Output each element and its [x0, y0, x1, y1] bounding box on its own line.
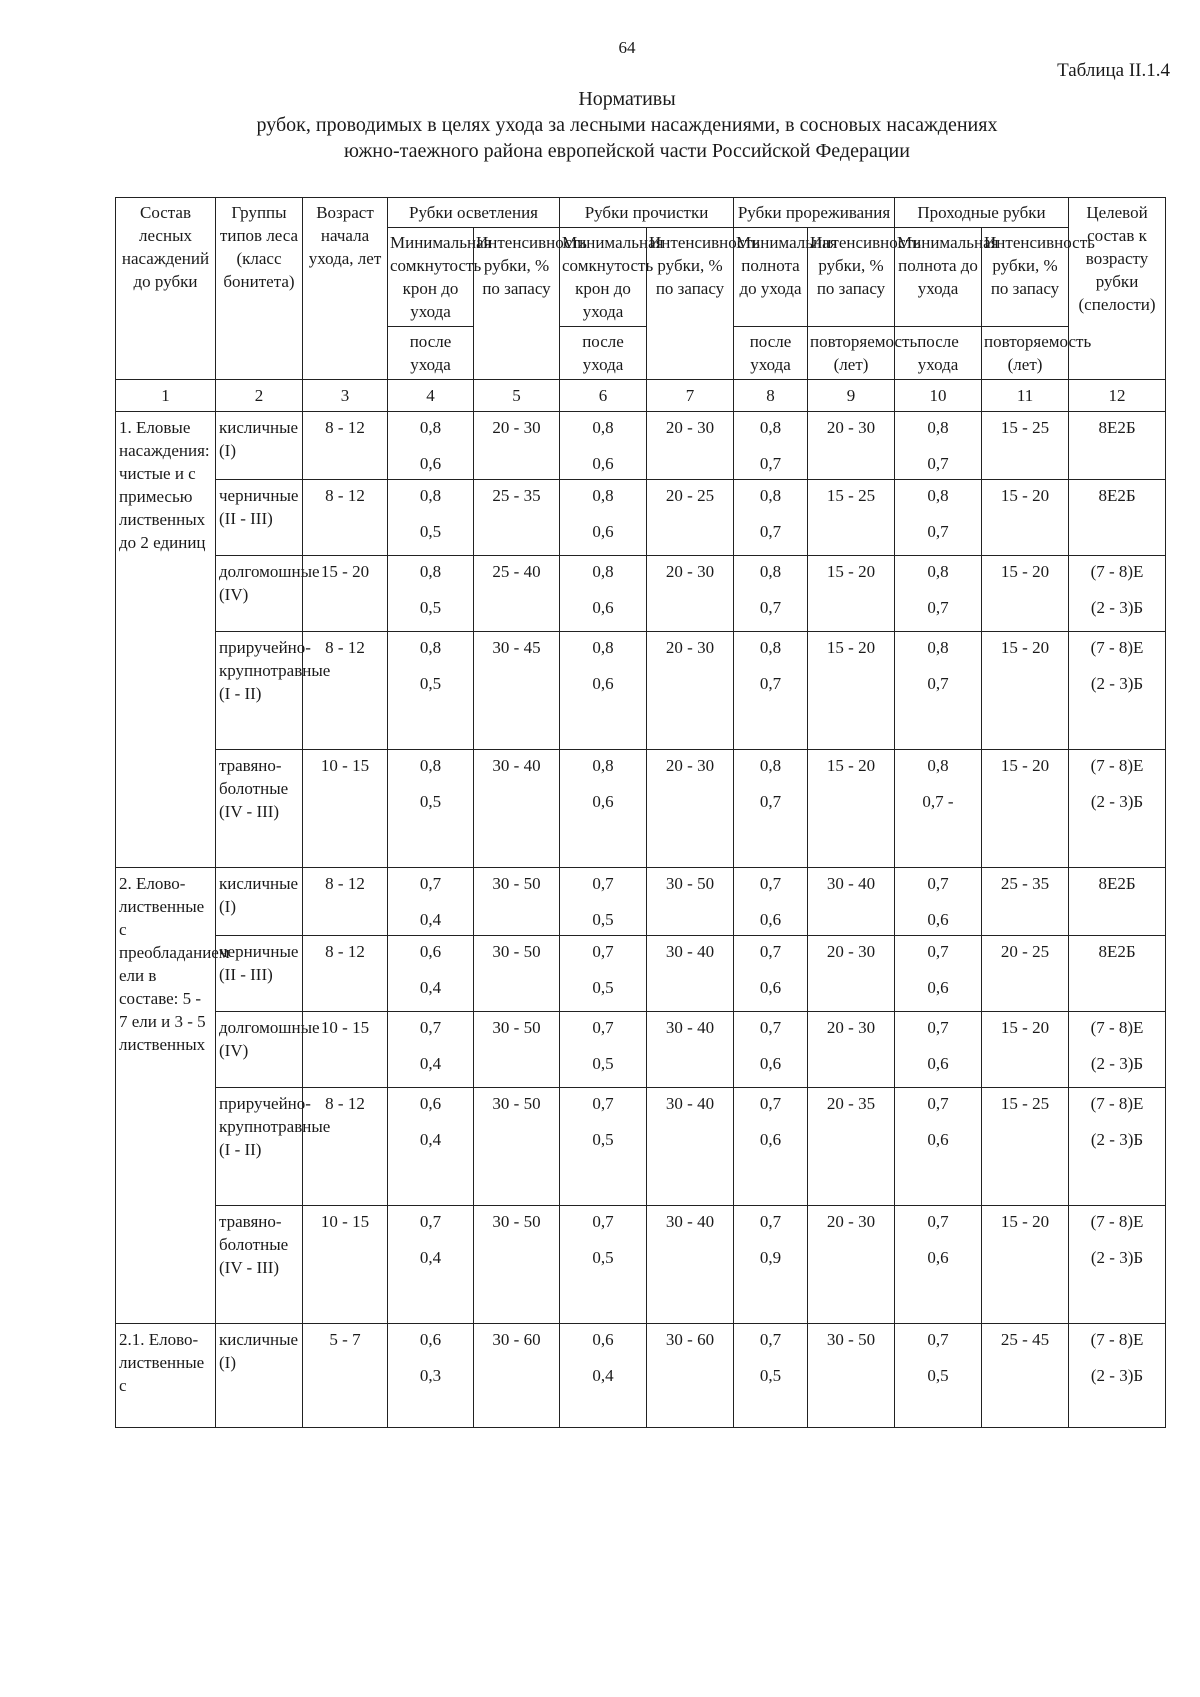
- header-c6-top: Минимальная сомкнутость крон до ухода: [560, 228, 647, 327]
- target-composition-cell-before: (7 - 8)Е: [1090, 1212, 1144, 1231]
- prokhodnye-intensity-cell: 15 - 20: [982, 632, 1069, 750]
- prokhodnye-density-cell-before: 0,8: [927, 418, 949, 437]
- table-row: [116, 1206, 1166, 1324]
- osvetlenie-density-cell-after: 0,4: [419, 910, 442, 929]
- prorezhivanie-intensity-cell: 20 - 30: [808, 936, 895, 1012]
- prokhodnye-intensity-cell: 15 - 20: [982, 556, 1069, 632]
- prorezhivanie-density-cell: [734, 1206, 808, 1324]
- prorezhivanie-density-cell-before: 0,8: [759, 562, 782, 581]
- group-label: 2. Елово-лиственные с преобладанием ели в составе: 5 - 7 ели и 3 - 5 лиственных: [116, 868, 216, 1324]
- prorezhivanie-density-cell-after: 0,7: [759, 598, 782, 617]
- table-row: [116, 868, 1166, 936]
- target-composition-cell-before: (7 - 8)Е: [1090, 1330, 1144, 1349]
- forest-type-cell: долгомошные (IV): [216, 556, 303, 632]
- prochistki-density-cell: [560, 412, 647, 480]
- prokhodnye-density-cell-after: 0,7: [927, 674, 949, 693]
- target-composition-cell-before: (7 - 8)Е: [1090, 1094, 1144, 1113]
- header-prokhodnye: Проходные рубки: [895, 198, 1069, 228]
- prokhodnye-density-cell: [895, 556, 982, 632]
- table-row: [116, 632, 1166, 750]
- prokhodnye-intensity-cell: 25 - 45: [982, 1324, 1069, 1428]
- prorezhivanie-density-cell-after: 0,7: [759, 454, 782, 473]
- osvetlenie-density-cell-after: 0,4: [419, 1130, 442, 1149]
- prokhodnye-density-cell-after: 0,6: [927, 978, 949, 997]
- prokhodnye-density-cell-before: 0,7: [927, 942, 949, 961]
- prokhodnye-density-cell: [895, 412, 982, 480]
- prorezhivanie-density-cell-before: 0,7: [759, 1094, 782, 1113]
- prokhodnye-density-cell: [895, 936, 982, 1012]
- prorezhivanie-density-cell-after: 0,7: [759, 522, 782, 541]
- osvetlenie-density-cell-after: 0,3: [419, 1366, 442, 1385]
- column-number: 9: [808, 380, 895, 412]
- forest-type-cell: травяно-болотные (IV - III): [216, 750, 303, 868]
- prokhodnye-intensity-cell: 15 - 25: [982, 412, 1069, 480]
- prochistki-intensity-cell: 30 - 40: [647, 1088, 734, 1206]
- target-composition-cell: [1069, 1088, 1166, 1206]
- table-row: [116, 412, 1166, 480]
- forest-type-cell: приручейно-крупнотравные (I - II): [216, 1088, 303, 1206]
- prochistki-density-cell-before: 0,8: [592, 562, 614, 581]
- header-c10-top: Минимальная полнота до ухода: [895, 228, 982, 327]
- prokhodnye-density-cell: [895, 1012, 982, 1088]
- prorezhivanie-density-cell-before: 0,8: [759, 418, 782, 437]
- prokhodnye-density-cell: [895, 1088, 982, 1206]
- table-row: [116, 556, 1166, 632]
- prorezhivanie-intensity-cell: 20 - 30: [808, 1206, 895, 1324]
- osvetlenie-density-cell-after: 0,5: [419, 792, 442, 811]
- prochistki-density-cell-after: 0,6: [592, 674, 614, 693]
- prorezhivanie-density-cell: [734, 556, 808, 632]
- prochistki-intensity-cell: 30 - 40: [647, 1206, 734, 1324]
- prokhodnye-intensity-cell: 15 - 25: [982, 1088, 1069, 1206]
- osvetlenie-density-cell: [388, 1324, 474, 1428]
- osvetlenie-intensity-cell: 30 - 50: [474, 868, 560, 936]
- header-col-target-composition: Целевой состав к возрасту рубки (спелости): [1069, 198, 1166, 380]
- prokhodnye-intensity-cell: 20 - 25: [982, 936, 1069, 1012]
- prochistki-density-cell: [560, 556, 647, 632]
- start-age-cell: 15 - 20: [303, 556, 388, 632]
- osvetlenie-density-cell: [388, 868, 474, 936]
- target-composition-cell: [1069, 412, 1166, 480]
- prokhodnye-density-cell-before: 0,7: [927, 1018, 949, 1037]
- forest-type-cell: приручейно-крупнотравные (I - II): [216, 632, 303, 750]
- osvetlenie-density-cell-after: 0,5: [419, 674, 442, 693]
- prochistki-density-cell-before: 0,8: [592, 638, 614, 657]
- osvetlenie-intensity-cell: 30 - 50: [474, 1012, 560, 1088]
- osvetlenie-intensity-cell: 30 - 50: [474, 936, 560, 1012]
- column-number: 4: [388, 380, 474, 412]
- prorezhivanie-density-cell: [734, 480, 808, 556]
- header-c9-bottom: повторяемость (лет): [808, 327, 895, 380]
- prochistki-intensity-cell: 20 - 30: [647, 632, 734, 750]
- prokhodnye-density-cell-after: 0,6: [927, 1248, 949, 1267]
- prorezhivanie-intensity-cell: 15 - 20: [808, 750, 895, 868]
- prokhodnye-intensity-cell: 15 - 20: [982, 480, 1069, 556]
- table-row: [116, 1088, 1166, 1206]
- prokhodnye-density-cell-before: 0,8: [927, 486, 949, 505]
- header-col-forest-type: Группы типов леса (класс бонитета): [216, 198, 303, 380]
- target-composition-cell-before: (7 - 8)Е: [1090, 562, 1144, 581]
- column-number: 10: [895, 380, 982, 412]
- osvetlenie-density-cell-after: 0,6: [419, 454, 442, 473]
- target-composition-cell-after: (2 - 3)Б: [1090, 792, 1144, 811]
- prochistki-density-cell-after: 0,6: [592, 522, 614, 541]
- table-row: [116, 1324, 1166, 1428]
- column-number: 6: [560, 380, 647, 412]
- forest-type-cell: кисличные (I): [216, 412, 303, 480]
- header-col-composition: Состав лесных насаждений до рубки: [116, 198, 216, 380]
- column-number: 7: [647, 380, 734, 412]
- target-composition-cell-after: (2 - 3)Б: [1090, 1054, 1144, 1073]
- prokhodnye-density-cell-before: 0,8: [927, 638, 949, 657]
- prochistki-density-cell-after: 0,5: [592, 910, 614, 929]
- prorezhivanie-density-cell-after: 0,7: [759, 674, 782, 693]
- header-c5: Интенсивность рубки, % по запасу: [474, 228, 560, 380]
- prokhodnye-density-cell: [895, 750, 982, 868]
- osvetlenie-density-cell-before: 0,7: [419, 874, 442, 893]
- page-number: 64: [618, 38, 636, 57]
- osvetlenie-density-cell-before: 0,6: [419, 1330, 442, 1349]
- prokhodnye-density-cell-before: 0,7: [927, 874, 949, 893]
- start-age-cell: 8 - 12: [303, 1088, 388, 1206]
- forest-type-cell: кисличные (I): [216, 868, 303, 936]
- prokhodnye-intensity-cell: 15 - 20: [982, 1012, 1069, 1088]
- prokhodnye-density-cell-after: 0,6: [927, 1130, 949, 1149]
- target-composition-cell-before: 8Е2Б: [1098, 874, 1136, 893]
- prorezhivanie-intensity-cell: 30 - 40: [808, 868, 895, 936]
- target-composition-cell-after: (2 - 3)Б: [1090, 1366, 1144, 1385]
- prorezhivanie-density-cell-after: 0,5: [759, 1366, 782, 1385]
- prorezhivanie-density-cell-before: 0,7: [759, 942, 782, 961]
- start-age-cell: 10 - 15: [303, 1012, 388, 1088]
- target-composition-cell: [1069, 480, 1166, 556]
- prorezhivanie-intensity-cell: 20 - 30: [808, 1012, 895, 1088]
- target-composition-cell: [1069, 1206, 1166, 1324]
- prokhodnye-density-cell-after: 0,7 -: [922, 792, 954, 811]
- target-composition-cell: [1069, 1012, 1166, 1088]
- title-line-1: Нормативы: [578, 88, 676, 110]
- target-composition-cell-after: (2 - 3)Б: [1090, 598, 1144, 617]
- header-prorezhivanie: Рубки прореживания: [734, 198, 895, 228]
- osvetlenie-density-cell-after: 0,5: [419, 598, 442, 617]
- prokhodnye-density-cell-before: 0,7: [927, 1330, 949, 1349]
- prorezhivanie-intensity-cell: 15 - 20: [808, 632, 895, 750]
- header-c10-bottom: после ухода: [895, 327, 982, 380]
- prochistki-intensity-cell: 30 - 40: [647, 936, 734, 1012]
- title-line-2: рубок, проводимых в целях ухода за лесными насаждениями, в сосновых насаждениях: [256, 114, 998, 136]
- start-age-cell: 5 - 7: [303, 1324, 388, 1428]
- table-row: [116, 1012, 1166, 1088]
- prokhodnye-density-cell: [895, 1324, 982, 1428]
- prokhodnye-density-cell-after: 0,7: [927, 598, 949, 617]
- target-composition-cell: [1069, 936, 1166, 1012]
- target-composition-cell-before: (7 - 8)Е: [1090, 1018, 1144, 1037]
- osvetlenie-density-cell-before: 0,7: [419, 1018, 442, 1037]
- prorezhivanie-density-cell: [734, 1012, 808, 1088]
- prochistki-density-cell: [560, 1324, 647, 1428]
- osvetlenie-density-cell: [388, 1012, 474, 1088]
- osvetlenie-density-cell: [388, 936, 474, 1012]
- osvetlenie-intensity-cell: 30 - 50: [474, 1088, 560, 1206]
- column-number: 5: [474, 380, 560, 412]
- osvetlenie-density-cell-before: 0,8: [419, 562, 442, 581]
- osvetlenie-density-cell: [388, 1206, 474, 1324]
- target-composition-cell-before: 8Е2Б: [1098, 942, 1136, 961]
- prokhodnye-density-cell: [895, 868, 982, 936]
- header-c8-bottom: после ухода: [734, 327, 808, 380]
- prochistki-intensity-cell: 30 - 50: [647, 868, 734, 936]
- osvetlenie-density-cell-before: 0,6: [419, 1094, 442, 1113]
- prokhodnye-intensity-cell: 25 - 35: [982, 868, 1069, 936]
- prorezhivanie-density-cell: [734, 1088, 808, 1206]
- osvetlenie-density-cell: [388, 480, 474, 556]
- target-composition-cell: [1069, 1324, 1166, 1428]
- prorezhivanie-density-cell-after: 0,7: [759, 792, 782, 811]
- start-age-cell: 10 - 15: [303, 1206, 388, 1324]
- column-number: 3: [303, 380, 388, 412]
- prokhodnye-density-cell-before: 0,7: [927, 1212, 949, 1231]
- prochistki-density-cell-after: 0,5: [592, 1054, 614, 1073]
- prokhodnye-density-cell-before: 0,7: [927, 1094, 949, 1113]
- prorezhivanie-intensity-cell: 15 - 20: [808, 556, 895, 632]
- prochistki-density-cell-before: 0,8: [592, 486, 614, 505]
- norms-table: [115, 197, 1166, 1428]
- prochistki-density-cell: [560, 480, 647, 556]
- prokhodnye-density-cell-after: 0,7: [927, 522, 949, 541]
- prorezhivanie-density-cell-after: 0,6: [759, 1130, 782, 1149]
- prorezhivanie-density-cell-after: 0,6: [759, 978, 782, 997]
- prokhodnye-density-cell-after: 0,6: [927, 910, 949, 929]
- osvetlenie-density-cell-before: 0,7: [419, 1212, 442, 1231]
- table-row: [116, 750, 1166, 868]
- target-composition-cell-before: 8Е2Б: [1098, 418, 1136, 437]
- group-label: 1. Еловые насаждения: чистые и с примесью лиственных до 2 единиц: [116, 412, 216, 868]
- target-composition-cell-before: 8Е2Б: [1098, 486, 1136, 505]
- prochistki-density-cell-after: 0,5: [592, 978, 614, 997]
- column-number-row: [116, 380, 1166, 412]
- prorezhivanie-density-cell: [734, 1324, 808, 1428]
- header-col-start-age: Возраст начала ухода, лет: [303, 198, 388, 380]
- header-prochistki: Рубки прочистки: [560, 198, 734, 228]
- prochistki-density-cell-before: 0,7: [592, 1212, 614, 1231]
- prochistki-intensity-cell: 30 - 60: [647, 1324, 734, 1428]
- prorezhivanie-density-cell-after: 0,6: [759, 910, 782, 929]
- header-c8-top: Минимальная полнота до ухода: [734, 228, 808, 327]
- prochistki-density-cell-after: 0,5: [592, 1248, 614, 1267]
- prorezhivanie-density-cell-before: 0,7: [759, 1330, 782, 1349]
- target-composition-cell-before: (7 - 8)Е: [1090, 638, 1144, 657]
- osvetlenie-density-cell: [388, 1088, 474, 1206]
- column-number: 12: [1069, 380, 1166, 412]
- prokhodnye-density-cell-after: 0,5: [927, 1366, 949, 1385]
- prochistki-density-cell-before: 0,7: [592, 1094, 614, 1113]
- table-title: [0, 86, 1200, 164]
- target-composition-cell: [1069, 750, 1166, 868]
- prorezhivanie-intensity-cell: 20 - 30: [808, 412, 895, 480]
- prorezhivanie-density-cell: [734, 632, 808, 750]
- prorezhivanie-intensity-cell: 20 - 35: [808, 1088, 895, 1206]
- prokhodnye-density-cell-before: 0,8: [927, 756, 949, 775]
- forest-type-cell: кисличные (I): [216, 1324, 303, 1428]
- prochistki-density-cell: [560, 1088, 647, 1206]
- osvetlenie-intensity-cell: 25 - 40: [474, 556, 560, 632]
- forest-type-cell: долгомошные (IV): [216, 1012, 303, 1088]
- column-number: 1: [116, 380, 216, 412]
- header-osvetlenie: Рубки осветления: [388, 198, 560, 228]
- header-c11-top: Интенсивность рубки, % по запасу: [982, 228, 1069, 327]
- prochistki-density-cell-before: 0,7: [592, 942, 614, 961]
- osvetlenie-density-cell-before: 0,8: [419, 638, 442, 657]
- target-composition-cell-after: (2 - 3)Б: [1090, 1248, 1144, 1267]
- prochistki-density-cell: [560, 868, 647, 936]
- prochistki-density-cell: [560, 1206, 647, 1324]
- prorezhivanie-density-cell: [734, 868, 808, 936]
- osvetlenie-density-cell: [388, 750, 474, 868]
- prochistki-density-cell-before: 0,7: [592, 874, 614, 893]
- target-composition-cell: [1069, 632, 1166, 750]
- osvetlenie-density-cell: [388, 632, 474, 750]
- prorezhivanie-density-cell-after: 0,6: [759, 1054, 782, 1073]
- forest-type-cell: черничные (II - III): [216, 936, 303, 1012]
- prochistki-intensity-cell: 20 - 30: [647, 750, 734, 868]
- osvetlenie-intensity-cell: 30 - 40: [474, 750, 560, 868]
- osvetlenie-density-cell-before: 0,8: [419, 756, 442, 775]
- osvetlenie-density-cell-before: 0,8: [419, 486, 442, 505]
- table-row: [116, 936, 1166, 1012]
- prokhodnye-density-cell: [895, 1206, 982, 1324]
- table-body: [116, 412, 1166, 1428]
- osvetlenie-intensity-cell: 25 - 35: [474, 480, 560, 556]
- prokhodnye-density-cell-before: 0,8: [927, 562, 949, 581]
- header-c4-top: Минимальная сомкнутость крон до ухода: [388, 228, 474, 327]
- prochistki-density-cell-before: 0,8: [592, 418, 614, 437]
- prorezhivanie-density-cell: [734, 412, 808, 480]
- prorezhivanie-density-cell-before: 0,7: [759, 1212, 782, 1231]
- prochistki-density-cell-before: 0,6: [592, 1330, 614, 1349]
- prochistki-density-cell-before: 0,7: [592, 1018, 614, 1037]
- prochistki-density-cell-after: 0,6: [592, 598, 614, 617]
- start-age-cell: 10 - 15: [303, 750, 388, 868]
- prochistki-intensity-cell: 20 - 30: [647, 412, 734, 480]
- target-composition-cell-before: (7 - 8)Е: [1090, 756, 1144, 775]
- start-age-cell: 8 - 12: [303, 632, 388, 750]
- prorezhivanie-intensity-cell: 30 - 50: [808, 1324, 895, 1428]
- start-age-cell: 8 - 12: [303, 480, 388, 556]
- prochistki-density-cell-after: 0,4: [592, 1366, 614, 1385]
- osvetlenie-density-cell-before: 0,6: [419, 942, 442, 961]
- prorezhivanie-density-cell-before: 0,7: [759, 874, 782, 893]
- prokhodnye-density-cell: [895, 632, 982, 750]
- target-composition-cell: [1069, 868, 1166, 936]
- header-c11-bottom: повторяемость (лет): [982, 327, 1069, 380]
- header-c7: Интенсивность рубки, % по запасу: [647, 228, 734, 380]
- osvetlenie-intensity-cell: 30 - 50: [474, 1206, 560, 1324]
- prokhodnye-density-cell-after: 0,6: [927, 1054, 949, 1073]
- target-composition-cell-after: (2 - 3)Б: [1090, 674, 1144, 693]
- table-row: [116, 480, 1166, 556]
- osvetlenie-density-cell-after: 0,4: [419, 1054, 442, 1073]
- header-c9-top: Интенсивность рубки, % по запасу: [808, 228, 895, 327]
- osvetlenie-density-cell-after: 0,4: [419, 978, 442, 997]
- osvetlenie-density-cell-after: 0,5: [419, 522, 442, 541]
- prochistki-density-cell-after: 0,5: [592, 1130, 614, 1149]
- start-age-cell: 8 - 12: [303, 868, 388, 936]
- osvetlenie-intensity-cell: 30 - 60: [474, 1324, 560, 1428]
- prochistki-intensity-cell: 20 - 30: [647, 556, 734, 632]
- column-number: 11: [982, 380, 1069, 412]
- prorezhivanie-density-cell-after: 0,9: [759, 1248, 782, 1267]
- prokhodnye-density-cell: [895, 480, 982, 556]
- header-c4-bottom: после ухода: [388, 327, 474, 380]
- osvetlenie-intensity-cell: 30 - 45: [474, 632, 560, 750]
- prochistki-density-cell: [560, 750, 647, 868]
- prochistki-density-cell-after: 0,6: [592, 792, 614, 811]
- osvetlenie-density-cell: [388, 556, 474, 632]
- group-label: 2.1. Елово-лиственные с: [116, 1324, 216, 1428]
- prokhodnye-density-cell-after: 0,7: [927, 454, 949, 473]
- osvetlenie-density-cell-before: 0,8: [419, 418, 442, 437]
- target-composition-cell: [1069, 556, 1166, 632]
- title-line-3: южно-таежного района европейской части Российской Федерации: [344, 140, 910, 162]
- start-age-cell: 8 - 12: [303, 936, 388, 1012]
- prokhodnye-intensity-cell: 15 - 20: [982, 750, 1069, 868]
- header-c6-bottom: после ухода: [560, 327, 647, 380]
- osvetlenie-intensity-cell: 20 - 30: [474, 412, 560, 480]
- osvetlenie-density-cell: [388, 412, 474, 480]
- prochistki-intensity-cell: 30 - 40: [647, 1012, 734, 1088]
- start-age-cell: 8 - 12: [303, 412, 388, 480]
- target-composition-cell-after: (2 - 3)Б: [1090, 1130, 1144, 1149]
- prorezhivanie-density-cell-before: 0,8: [759, 638, 782, 657]
- prorezhivanie-density-cell-before: 0,8: [759, 756, 782, 775]
- table-label: Таблица II.1.4: [1057, 60, 1170, 81]
- prokhodnye-intensity-cell: 15 - 20: [982, 1206, 1069, 1324]
- column-number: 8: [734, 380, 808, 412]
- column-number: 2: [216, 380, 303, 412]
- prorezhivanie-density-cell-before: 0,7: [759, 1018, 782, 1037]
- forest-type-cell: черничные (II - III): [216, 480, 303, 556]
- prochistki-density-cell-after: 0,6: [592, 454, 614, 473]
- prochistki-density-cell-before: 0,8: [592, 756, 614, 775]
- prochistki-density-cell: [560, 1012, 647, 1088]
- prorezhivanie-intensity-cell: 15 - 25: [808, 480, 895, 556]
- osvetlenie-density-cell-after: 0,4: [419, 1248, 442, 1267]
- forest-type-cell: травяно-болотные (IV - III): [216, 1206, 303, 1324]
- prorezhivanie-density-cell: [734, 936, 808, 1012]
- prochistki-density-cell: [560, 632, 647, 750]
- prochistki-intensity-cell: 20 - 25: [647, 480, 734, 556]
- prorezhivanie-density-cell: [734, 750, 808, 868]
- prorezhivanie-density-cell-before: 0,8: [759, 486, 782, 505]
- prochistki-density-cell: [560, 936, 647, 1012]
